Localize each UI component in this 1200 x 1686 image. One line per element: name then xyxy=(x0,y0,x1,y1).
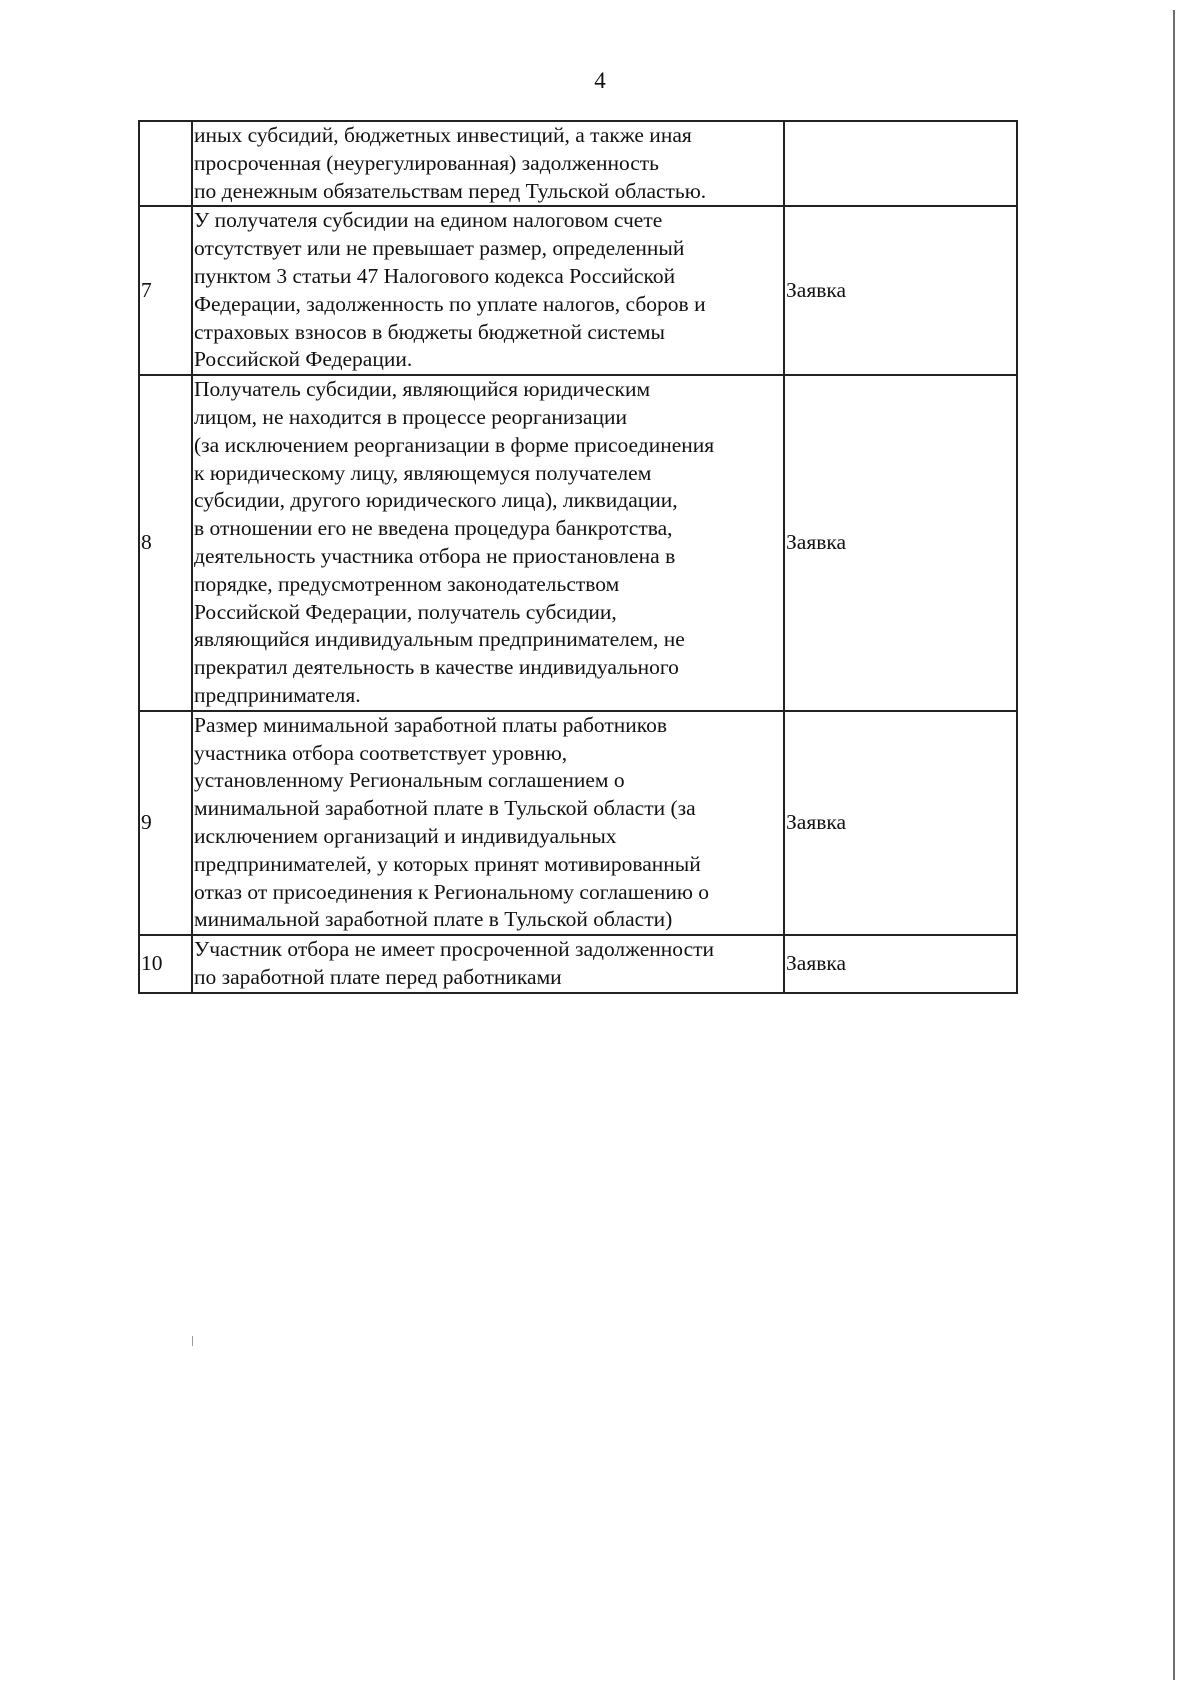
requirement-text xyxy=(192,206,784,375)
source-document: Заявка xyxy=(784,935,1017,993)
text-line: минимальной заработной плате в Тульской области) xyxy=(194,907,673,932)
text-line: по заработной плате перед работниками xyxy=(194,964,562,989)
requirement-text xyxy=(192,711,784,935)
text-line: иных субсидий, бюджетных инвестиций, а также иная xyxy=(194,123,692,147)
text-line: в отношении его не введена процедура банкротства, xyxy=(194,516,673,541)
row-number: 10 xyxy=(139,935,192,993)
table-row xyxy=(139,375,1017,711)
table-row xyxy=(139,711,1017,935)
source-document: Заявка xyxy=(784,375,1017,711)
text-line: (за исключением реорганизации в форме присоединения xyxy=(194,432,715,457)
requirement-text xyxy=(192,935,784,993)
text-line: установленному Региональным соглашением о xyxy=(194,768,625,793)
text-line: Получатель субсидии, являющийся юридическим xyxy=(194,377,651,402)
source-document: Заявка xyxy=(784,206,1017,375)
text-line: предпринимателей, у которых принят мотивированный xyxy=(194,851,701,876)
row-number xyxy=(139,121,192,206)
text-line: Размер минимальной заработной платы работников xyxy=(194,712,668,737)
scan-mark xyxy=(192,1336,193,1346)
text-line: Российской Федерации. xyxy=(194,347,413,372)
row-number: 8 xyxy=(139,375,192,711)
text-line: Российской Федерации, получатель субсидии, xyxy=(194,599,617,624)
row-number: 9 xyxy=(139,711,192,935)
text-line: лицом, не находится в процессе реорганизации xyxy=(194,404,627,429)
text-line: субсидии, другого юридического лица), ликвидации, xyxy=(194,488,678,513)
text-line: участника отбора соответствует уровню, xyxy=(194,740,568,765)
text-line: страховых взносов в бюджеты бюджетной системы xyxy=(194,319,665,344)
text-line: прекратил деятельность в качестве индивидуального xyxy=(194,655,679,680)
text-line: к юридическому лицу, являющемуся получателем xyxy=(194,460,652,485)
source-document xyxy=(784,121,1017,206)
requirement-text xyxy=(192,121,784,206)
scan-edge-line xyxy=(1173,10,1175,1680)
text-line: исключением организаций и индивидуальных xyxy=(194,823,617,848)
text-line: являющийся индивидуальным предпринимателем, не xyxy=(194,627,685,652)
text-line: деятельность участника отбора не приостановлена в xyxy=(194,543,676,568)
table-row xyxy=(139,121,1017,206)
text-line: пунктом 3 статьи 47 Налогового кодекса Российской xyxy=(194,263,676,288)
row-number: 7 xyxy=(139,206,192,375)
requirement-text xyxy=(192,375,784,711)
source-document: Заявка xyxy=(784,711,1017,935)
text-line: просроченная (неурегулированная) задолженность xyxy=(194,150,659,175)
text-line: предпринимателя. xyxy=(194,682,361,707)
text-line: отсутствует или не превышает размер, определенный xyxy=(194,236,685,261)
text-line: отказ от присоединения к Региональному соглашению о xyxy=(194,879,710,904)
table-row xyxy=(139,206,1017,375)
page-number: 4 xyxy=(594,68,606,93)
text-line: У получателя субсидии на едином налоговом счете xyxy=(194,208,663,233)
requirements-table xyxy=(138,120,1018,994)
text-line: по денежным обязательствам перед Тульской областью. xyxy=(194,178,707,203)
text-line: порядке, предусмотренном законодательством xyxy=(194,571,620,596)
text-line: минимальной заработной плате в Тульской области (за xyxy=(194,796,696,821)
table-row xyxy=(139,935,1017,993)
text-line: Участник отбора не имеет просроченной задолженности xyxy=(194,937,715,962)
text-line: Федерации, задолженность по уплате налогов, сборов и xyxy=(194,291,706,316)
